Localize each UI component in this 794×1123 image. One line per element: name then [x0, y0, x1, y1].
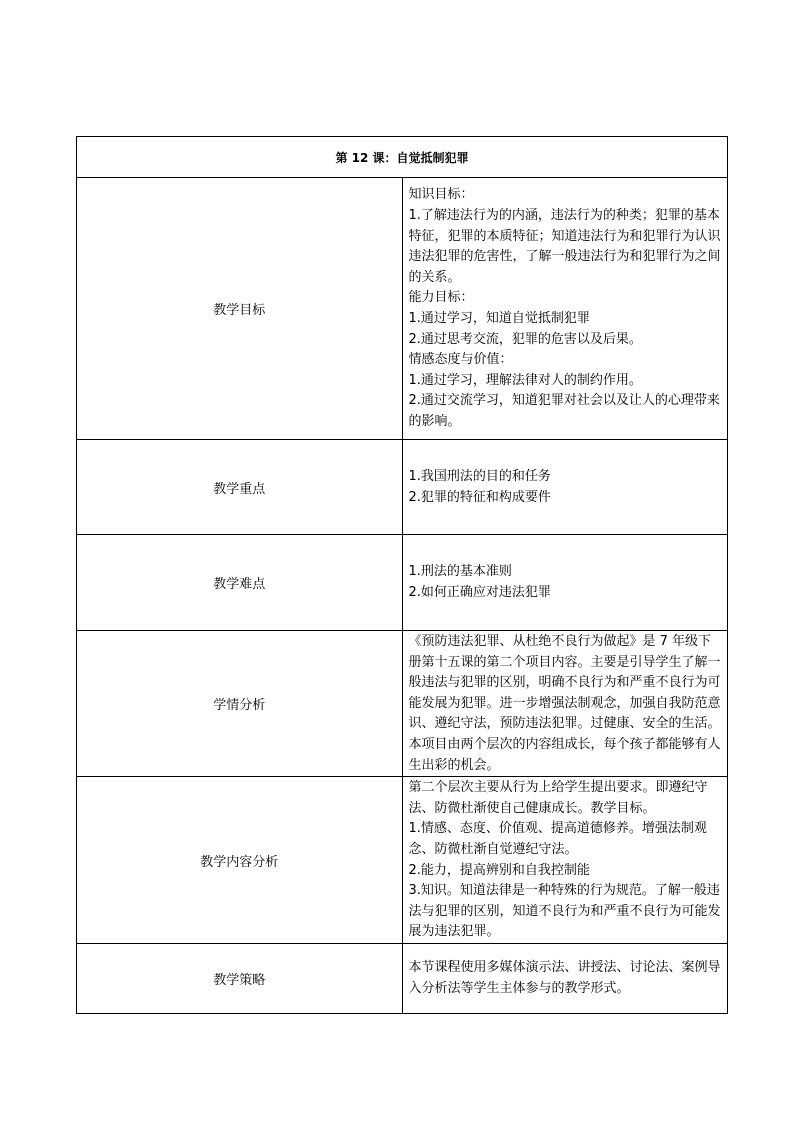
- table-row-learner-analysis: [77, 631, 728, 777]
- content-line: 知识目标：: [408, 187, 474, 203]
- row-label: 教学内容分析: [77, 777, 403, 944]
- title-row: [77, 137, 728, 178]
- table-row-content-analysis: [77, 777, 728, 944]
- row-label: 教学难点: [77, 535, 403, 631]
- content-line: 2.如何正确应对违法犯罪: [408, 585, 551, 600]
- content-line: 《预防违法犯罪、从杜绝不良行为做起》是 7 年级下册第十五课的第二个项目内容。主要是引导学生了解一般违法与犯罪的区别，明确不良行为和严重不良行为可能发展为犯罪。进一步增强法制观念，加强自我防范意识、遵纪守法，预防违法犯罪。过健康、安全的生活。本项目由两个层次的内容组成长，每个孩子都能够有人生出彩的机会。: [408, 634, 721, 773]
- table-row-strategy: [77, 943, 728, 1013]
- row-label: 学情分析: [77, 631, 403, 777]
- content-line: 本节课程使用多媒体演示法、讲授法、讨论法、案例导入分析法等学生主体参与的教学形式。: [408, 960, 721, 996]
- row-label: 教学目标: [77, 178, 403, 440]
- content-line: 第二个层次主要从行为上给学生提出要求。即遵纪守法、防微杜渐使自己健康成长。教学目标。: [408, 780, 708, 816]
- row-content: [402, 535, 728, 631]
- content-line: 2.犯罪的特征和构成要件: [408, 489, 551, 505]
- content-line: 1.通过学习，理解法律对人的制约作用。: [408, 372, 642, 388]
- content-line: 1.刑法的基本准则: [408, 564, 512, 580]
- content-line: 1.情感、态度、价值观、提高道德修养。增强法制观念、防微杜渐自觉遵纪守法。: [408, 821, 707, 857]
- row-content: [402, 440, 728, 535]
- content-line: 1.了解违法行为的内涵，违法行为的种类；犯罪的基本特征，犯罪的本质特征；知道违法行为和犯罪行为认识违法犯罪的危害性，了解一般违法行为和犯罪行为之间的关系。: [408, 208, 721, 285]
- content-line: 2.能力，提高辨别和自我控制能: [408, 862, 590, 878]
- row-content: [402, 943, 728, 1013]
- content-line: 情感态度与价值：: [408, 352, 513, 368]
- table-row-teaching-goals: [77, 178, 728, 440]
- table-row-key-points: [77, 440, 728, 535]
- row-content: [402, 631, 728, 777]
- row-content: [402, 777, 728, 944]
- row-label: 教学策略: [77, 943, 403, 1013]
- content-line: 2.通过交流学习，知道犯罪对社会以及让人的心理带来的影响。: [408, 393, 720, 429]
- lesson-plan-table: [76, 136, 728, 1014]
- row-label: 教学重点: [77, 440, 403, 535]
- content-line: 能力目标：: [408, 290, 474, 306]
- lesson-title: 第 12 课：自觉抵制犯罪: [77, 137, 728, 178]
- row-content: [402, 178, 728, 440]
- table-row-difficulties: [77, 535, 728, 631]
- content-line: 1.通过学习，知道自觉抵制犯罪: [408, 311, 590, 326]
- content-line: 3.知识。知道法律是一种特殊的行为规范。了解一般违法与犯罪的区别，知道不良行为和严重不良行为可能发展为违法犯罪。: [408, 883, 721, 940]
- content-line: 2.通过思考交流，犯罪的危害以及后果。: [408, 331, 642, 347]
- content-line: 1.我国刑法的目的和任务: [408, 468, 551, 484]
